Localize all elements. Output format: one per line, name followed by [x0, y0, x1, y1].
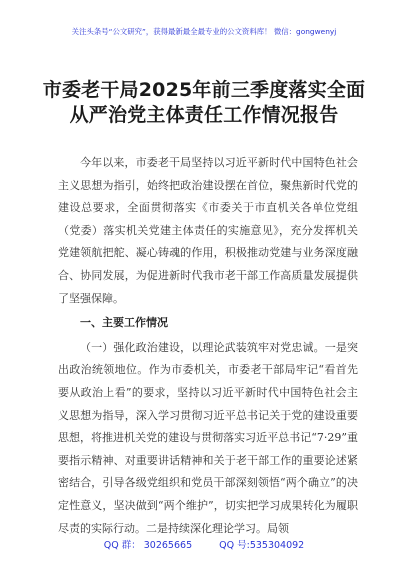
document-title: [0, 78, 408, 128]
header-note: 关注头条号“公文研究”，获得最新最全最专业的公文资料库！ 微信：gongwenyj: [71, 27, 337, 36]
title-line-1: 市委老干局2025年前三季度落实全面: [42, 79, 366, 101]
intro-paragraph: 今年以来，市委老干局坚持以习近平新时代中国特色社会主义思想为指引，始终把政治建设摆在首位，聚焦新时代党的建设总要求，全面贯彻落实《市委关于市直机关各单位党组（党委）落实机关党建主体责任的实施意见》，充分发挥机关党建领航把舵、凝心铸魂的作用，积极推动党建与业务深度融合、协同发展，为促进新时代我市老干部工作高质量发展提供了坚强保障。: [58, 156, 358, 305]
document-body: [58, 152, 358, 540]
footer-contact: [0, 537, 408, 551]
section-paragraph: （一）强化政治建设，以理论武装筑牢对党忠诚。一是突出政治统领地位。作为市委机关，市委老干部局牢记“看首先要从政治上看”的要求，坚持以习近平新时代中国特色社会主义思想为指导，深入学习贯彻习近平总书记关于党的建设重要思想，将推进机关党的建设与贯彻落实习近平总书记“7·29”重要指示精神、对重要讲话精神和关于老干部工作的重要论述紧密结合，引导各级党组织和党员干部深刻领悟“两个确立”的决定性意义，坚决做到“两个维护”，切实把学习成果转化为履职尽责的实际行动。二是持续深化理论学习。局领: [58, 340, 358, 535]
footer-qq-group: QQ 群： 30265665: [103, 540, 193, 551]
section-heading: 一、主要工作情况: [80, 316, 168, 330]
title-line-2: 从严治党主体责任工作情况报告: [69, 104, 339, 126]
footer-qq-number: QQ 号:535304092: [219, 540, 305, 551]
